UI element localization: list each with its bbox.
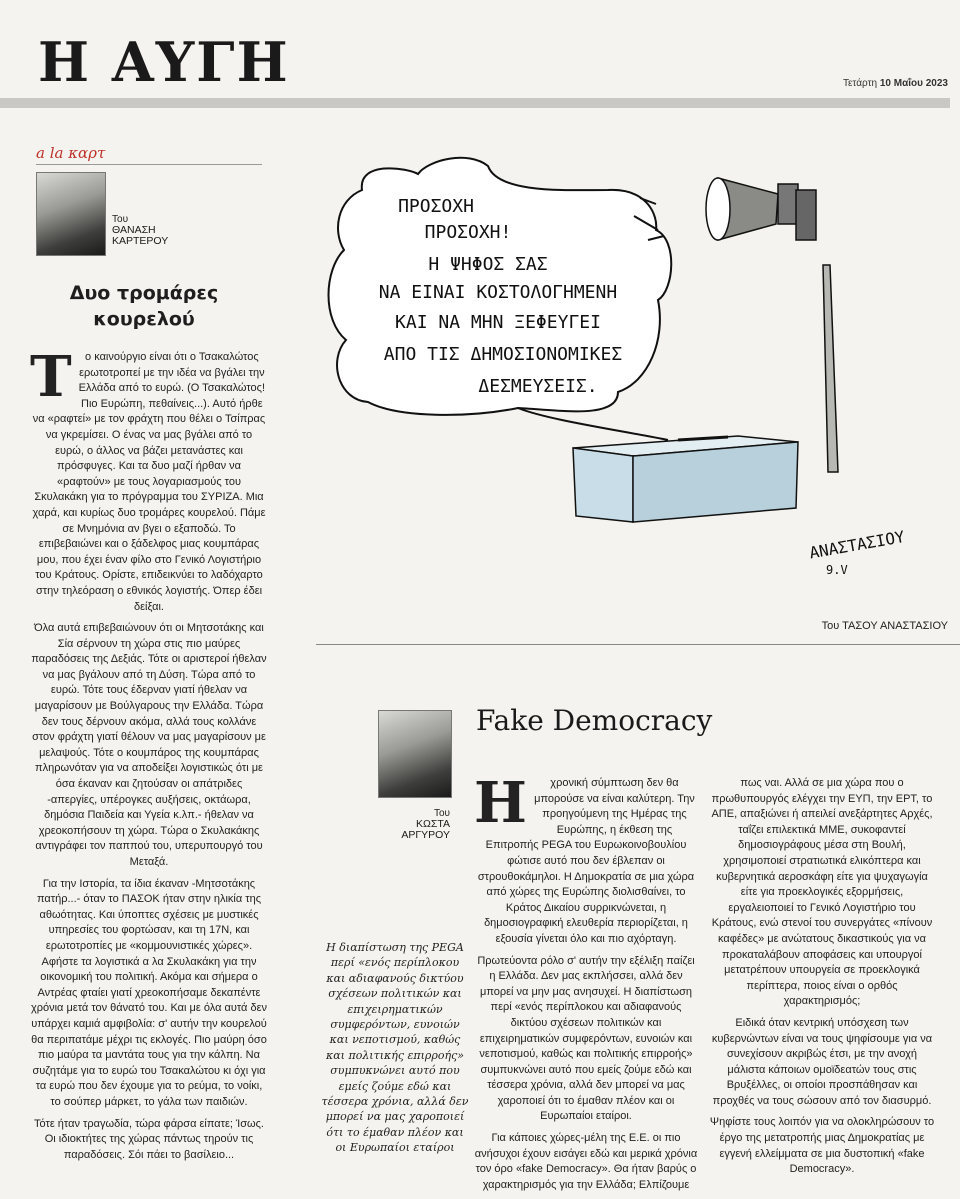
column-paragraph-4: Τότε ήταν τραγωδία, τώρα φάρσα είπατε; Ίσως. Οι ιδιοκτήτες της χώρας πάντως τηρούν τις παραδόσεις. Σόι πάει το βασίλειο... [34, 1117, 264, 1161]
ballot-box-icon [573, 436, 798, 522]
article-headline: Fake Democracy [476, 704, 713, 737]
speech-line: ΚΑΙ ΝΑ ΜΗΝ ΞΕΦΕΥΓΕΙ [395, 312, 601, 333]
column-paragraph-3: Για την Ιστορία, τα ίδια έκαναν -Μητσοτάκης πατήρ...- όταν το ΠΑΣΟΚ ήταν στην ηλικία της αθωότητας. Και ύποπτες σχέσεις με μυστικές υπηρεσίες του φορτώσαν, και τη 17Ν, και ερωτοτροπίες με «κομμουνιστικές χώρες». Αφήστε τα λογιστικά α λα Σκυλακάκη για την οικονομική του πολιτική. Ακόμα και σήμερα ο Αντρέας φταίει γιατί χρεοκοπήσαμε δεκαπέντε χρόνια μετά τον θάνατό του. Και με όλα αυτά δεν υπάρχει καμιά αμφιβολία: σ' αυτήν την κουρελού θα περιπατάμε μέχρι τις εκλογές. Πιο μαύρη όσο πιο μαύρα τα μαντάτα τους για την κάλπη. Να συζητάμε για το ευρώ του Τσακαλώτου κι όχι για τα ευρώ που δεν έχουμε για το ρεύμα, το νοίκι, το σούπερ μάρκετ, το γάλα των παιδιών. [30, 877, 268, 1108]
cartoon [318, 120, 960, 628]
masthead-title: Η ΑΥΓΗ [38, 30, 290, 94]
byline-by: Του [112, 214, 129, 225]
header-rule-left [0, 98, 205, 108]
article-dropcap: Η [474, 770, 527, 836]
column-paragraph-2: Όλα αυτά επιβεβαιώνουν ότι οι Μητσοτάκης και Σία σέρνουν τη χώρα στις πιο μαύρες παραδόσεις της Δεξιάς. Τότε οι αριστεροί ήθελαν να μας βγάλουν από τη Δύση. Τώρα από το ευρώ. Τότε τους έδερναν γιατί ήθελαν να μαγαρίσουν με Βούλγαρους την Ελλάδα. Τώρα δεν τους δέρνουν ακόμα, αλλά τους κολλάνε στον φράχτη γιατί θέλουν να μας μαγαρίσουν με μελαψούς. Τότε ο κουμπάρος της κουμπάρας πληρωνόταν για να αποδείξει λογιστικώς ότι με όσα έκαναν και ζητούσαν οι απάτριδες -απεργίες, υπέρογκες αυξήσεις, οκτάωρα, δημόσια Παιδεία και Υγεία κ.λπ.- ήθελαν να χρεοκοπήσουν τη χώρα. Τώρα ο Σκυλακάκης αντιγράφει τον παππού του, υπερυπουργό του Μεταξά. [31, 622, 267, 868]
header-rule [205, 98, 950, 108]
article-paragraph-3: Για κάποιες χώρες-μέλη της Ε.Ε. οι πιο ανήσυχοι έχουν εισάγει εδώ και μερικά χρόνια τον όρο «fake Democracy». Θα ήταν βαρύς ο χαρακτηρισμός για την Ελλάδα; Ελπίζουμε [474, 1132, 698, 1191]
loudspeaker-pole [823, 265, 838, 472]
pull-quote: Η διαπίστωση της PEGA περί «ενός περίπλοκου και αδιαφανούς δικτύου σχέσεων πολιτικών και επιχειρηματικών συμφερόντων, ευνοιών και νεποτισμού, καθώς και πολιτικής επιρροής» συμπυκνώνει αυτό που εμείς ζούμε εδώ και τέσσερα χρόνια, αλλά δεν μπορεί να μας χαροποιεί ότι το έμαθαν πλέον και οι Ευρωπαίοι εταίροι [321, 941, 469, 1155]
svg-text:9.V: 9.V [826, 563, 848, 577]
cartoonist-signature [808, 527, 907, 577]
author-photo-argyrou [378, 710, 452, 798]
issue-date [843, 78, 948, 89]
article-paragraph-1 [474, 770, 698, 948]
article-byline-first: ΚΩΣΤΑ [416, 818, 450, 830]
author-photo-karterou [36, 172, 106, 256]
speech-bubble-tail [518, 408, 668, 440]
issue-date-value: 10 Μαΐου 2023 [879, 78, 948, 89]
byline-author-last: ΚΑΡΤΕΡΟΥ [112, 235, 169, 247]
issue-date-day: Τετάρτη [842, 78, 878, 89]
speech-line: ΠΡΟΣΟΧΗ [398, 196, 474, 217]
article-byline-last: ΑΡΓΥΡΟΥ [401, 829, 450, 841]
cartoon-credit [822, 620, 948, 632]
speech-line: ΑΠΟ ΤΙΣ ΔΗΜΟΣΙΟΝΟΜΙΚΕΣ [383, 344, 623, 365]
column-headline: Δυο τρομάρες κουρελού [69, 282, 219, 330]
column-byline [112, 214, 168, 247]
article-paragraph-2: Πρωτεύοντα ρόλο σ' αυτήν την εξέλιξη παίζει η Ελλάδα. Δεν μας εκπλήσσει, αλλά δεν μπορεί να μην μας ανησυχεί. Η διαπίστωση περί «ενός περίπλοκου και αδιαφανούς δικτύου σχέσεων πολιτικών και επιχειρηματικών συμφερόντων, ευνοιών και νεποτισμού, καθώς και πολιτικής επιρροής» συμπυκνώνει αυτό που εμείς ζούμε εδώ και τέσσερα χρόνια, αλλά δεν μπορεί να μας χαροποιεί ότι το έμαθαν πλέον και οι Ευρωπαίοι εταίροι. [477, 954, 695, 1123]
byline-author-first: ΘΑΝΑΣΗ [112, 224, 156, 236]
article-byline [394, 808, 450, 841]
column-body [30, 344, 268, 1169]
speech-line: Η ΨΗΦΟΣ ΣΑΣ [428, 254, 548, 275]
section-divider [316, 644, 960, 645]
article-paragraph-4: πως ναι. Αλλά σε μια χώρα που ο πρωθυπουργός ελέγχει την ΕΥΠ, την ΕΡΤ, το ΑΠΕ, απαξιώνει ή απειλεί ανεξάρτητες Αρχές, ταΐζει επιλεκτικά ΜΜΕ, συκοφαντεί δημοσιογράφους μέσα στη Βουλή, χρησιμοποιεί στρατιωτικά ελικόπτερα και κυβερνητικά αεροσκάφη είτε για ψυχαγωγία είτε για προεκλογικές εξορμήσεις, εργαλειοποιεί το Γενικό Λογιστήριο του Κράτους, ενώ στενοί του συνεργάτες «πίνουν καφέδες» με ανώτατους δικαστικούς για να προκαταλάβουν αποφάσεις και υπουργοί μετατρέπουν υπουργεία σε προεκλογικά περίπτερα, ποιος είναι ο ορθός χαρακτηρισμός; [711, 777, 933, 1008]
column-paragraph-1 [30, 344, 268, 615]
column-paragraph-1-text: ο καινούργιο είναι ότι ο Τσακαλώτος ερωτοτροπεί με την ιδέα να βγάλει την Ελλάδα από το ευρώ. (Ο Τσακαλώτος! Πιο Ευρώπη, πεθαίνεις...). Αυτό ήρθε να «ραφτεί» με τον φράχτη που θέλει ο Τσίπρας να γκρεμίσει. Ο ένας να μας βγάλει από το ευρώ, ο άλλος να βάζει μετανάστες και πρόσφυγες. Και τα δυο μαζί ήρθαν να «ραφτούν» με τους λογαριασμούς του Σκυλακάκη για το πρόγραμμα του ΣΥΡΙΖΑ. Μια χαρά, και κυρίως δυο τρομάρες κουρελού. Πάμε σε Μνημόνια αν βγει ο εξαποδώ. Το επιβεβαιώνει και ο ξάδελφος μιας κουμπάρας μου, που έχει έναν φίλο στο Γενικό Λογιστήριο του Κράτους. Ορίστε, επιδεικνύει το λαδόχαρτο στην τηλεόραση ο εθνικός λογιστής. Όπερ έδει δείξαι. [32, 351, 266, 613]
speech-line: ΔΕΣΜΕΥΣΕΙΣ. [478, 376, 598, 397]
cartoon-credit-by: Του [821, 620, 840, 632]
article-paragraph-6: Ψηφίστε τους λοιπόν για να ολοκληρώσουν το έργο της μετατροπής μιας Δημοκρατίας με εγγενή ελλείμματα σε μια δυστοπική «fake Democracy». [709, 1116, 935, 1176]
article-byline-by: Του [433, 808, 450, 819]
speech-line: ΝΑ ΕΙΝΑΙ ΚΟΣΤΟΛΟΓΗΜΕΝΗ [378, 282, 618, 303]
article-paragraph-5: Ειδικά όταν κεντρική υπόσχεση των κυβερνώντων είναι να τους ψηφίσουμε για να συνεχίσουν ακριβώς έτσι, με την ανοχή μάλιστα κάποιων ομοϊδεατών τους στις Βρυξέλλες, οι οποίοι προσπάθησαν και προχθές να τους σώσουν από τον διασυρμό. [711, 1016, 933, 1107]
svg-text:ΑΝΑΣΤΑΣΙΟΥ: ΑΝΑΣΤΑΣΙΟΥ [807, 527, 907, 563]
column-dropcap: Τ [30, 344, 72, 410]
article-column-1 [474, 770, 698, 1199]
column-rubric: a la καρτ [36, 144, 106, 162]
article-paragraph-1-text: χρονική σύμπτωση δεν θα μπορούσε να είναι καλύτερη. Την προηγούμενη της Ημέρας της Ευρώπης, η έκθεση της Επιτροπής PEGA του Ευρωκοινοβουλίου φώτισε αυτό που δεν έβλεπαν οι στρουθοκάμηλοι. Η Δημοκρατία σε μια χώρα από χώρες της Ευρώπης διολισθαίνει, το Κράτος Δικαίου συρρικνώνεται, η δημοσιογραφική ελευθερία περιορίζεται, η εξουσία γίνεται όλο και πιο αχόρταγη. [477, 777, 695, 945]
rubric-divider [36, 164, 262, 165]
cartoon-credit-name: ΤΑΣΟΥ ΑΝΑΣΤΑΣΙΟΥ [842, 620, 948, 632]
loudspeaker-icon [634, 178, 816, 240]
article-column-2 [708, 776, 936, 1184]
speech-line: ΠΡΟΣΟΧΗ! [424, 222, 512, 243]
